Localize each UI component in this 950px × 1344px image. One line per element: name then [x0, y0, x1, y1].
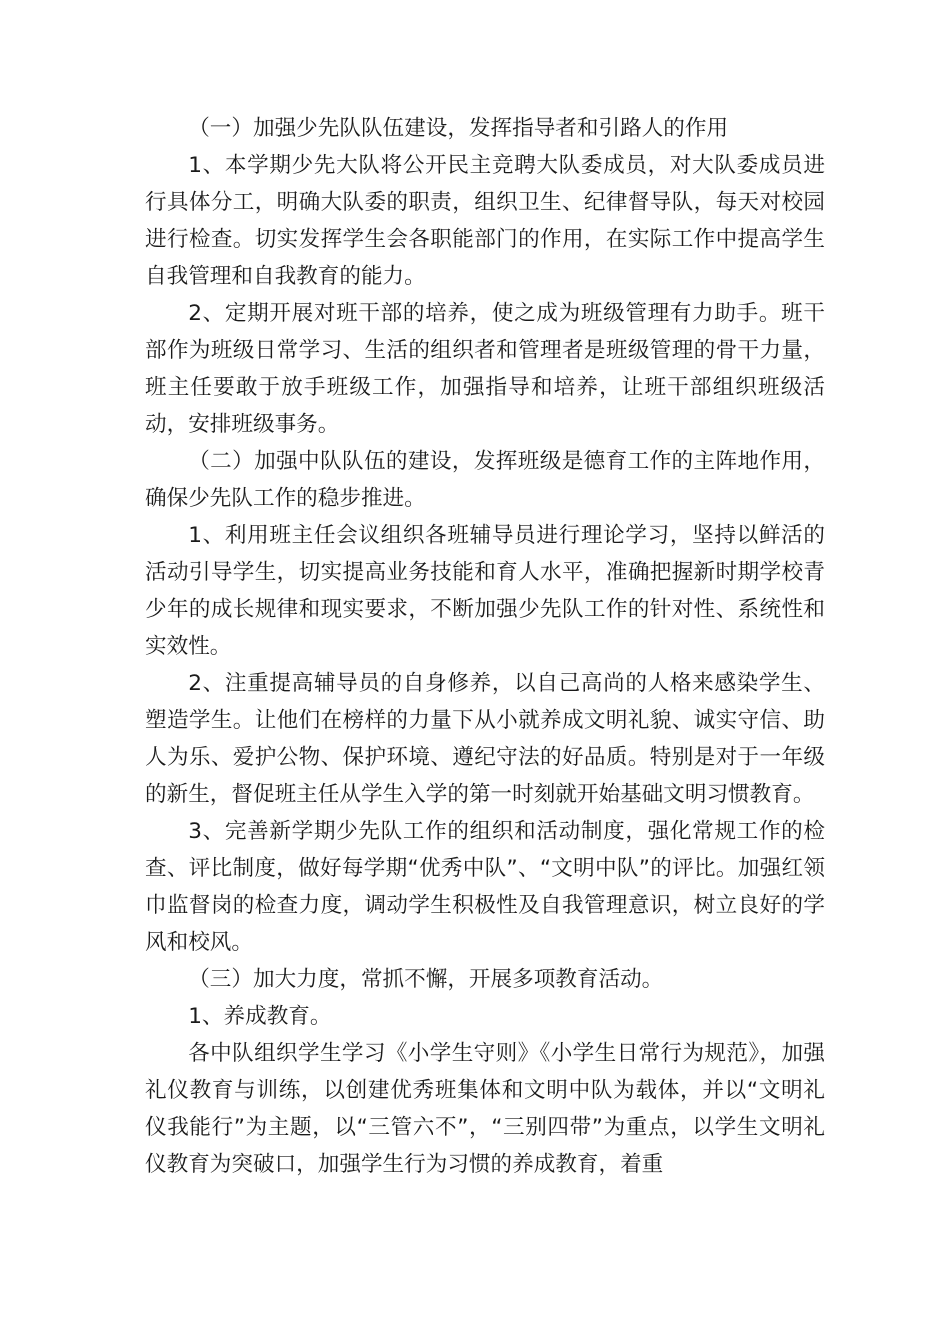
- paragraph-1-2: 2、定期开展对班干部的培养，使之成为班级管理有力助手。班干部作为班级日常学习、生活的组织者和管理者是班级管理的骨干力量，班主任要敢于放手班级工作，加强指导和培养，让班干部组织班级活动，安排班级事务。: [145, 301, 825, 437]
- subheading-3-1: 1、养成教育。: [188, 1004, 332, 1029]
- paragraph-1-1: 1、本学期少先大队将公开民主竞聘大队委成员，对大队委成员进行具体分工，明确大队委的职责，组织卫生、纪律督导队，每天对校园进行检查。切实发挥学生会各职能部门的作用，在实际工作中提高学生自我管理和自我教育的能力。: [145, 153, 825, 289]
- section-heading-2: （二）加强中队队伍的建设，发挥班级是德育工作的主阵地作用，确保少先队工作的稳步推进。: [145, 449, 825, 511]
- document-body: [145, 110, 825, 1183]
- paragraph-2-1: 1、利用班主任会议组织各班辅导员进行理论学习，坚持以鲜活的活动引导学生，切实提高业务技能和育人水平，准确把握新时期学校青少年的成长规律和现实要求，不断加强少先队工作的针对性、系统性和实效性。: [145, 523, 825, 659]
- paragraph-2-3: 3、完善新学期少先队工作的组织和活动制度，强化常规工作的检查、评比制度，做好每学期“优秀中队”、“文明中队”的评比。加强红领巾监督岗的检查力度，调动学生积极性及自我管理意识，树立良好的学风和校风。: [145, 819, 825, 955]
- section-heading-3: （三）加大力度，常抓不懈，开展多项教育活动。: [188, 967, 664, 992]
- section-heading-1: （一）加强少先队队伍建设，发挥指导者和引路人的作用: [188, 116, 729, 141]
- paragraph-3-1: 各中队组织学生学习《小学生守则》《小学生日常行为规范》，加强礼仪教育与训练，以创建优秀班集体和文明中队为载体，并以“文明礼仪我能行”为主题，以“三管六不”，“三别四带”为重点，以学生文明礼仪教育为突破口，加强学生行为习惯的养成教育，着重: [145, 1041, 825, 1177]
- paragraph-2-2: 2、注重提高辅导员的自身修养，以自己高尚的人格来感染学生、塑造学生。让他们在榜样的力量下从小就养成文明礼貌、诚实守信、助人为乐、爱护公物、保护环境、遵纪守法的好品质。特别是对于一年级的新生，督促班主任从学生入学的第一时刻就开始基础文明习惯教育。: [145, 671, 825, 807]
